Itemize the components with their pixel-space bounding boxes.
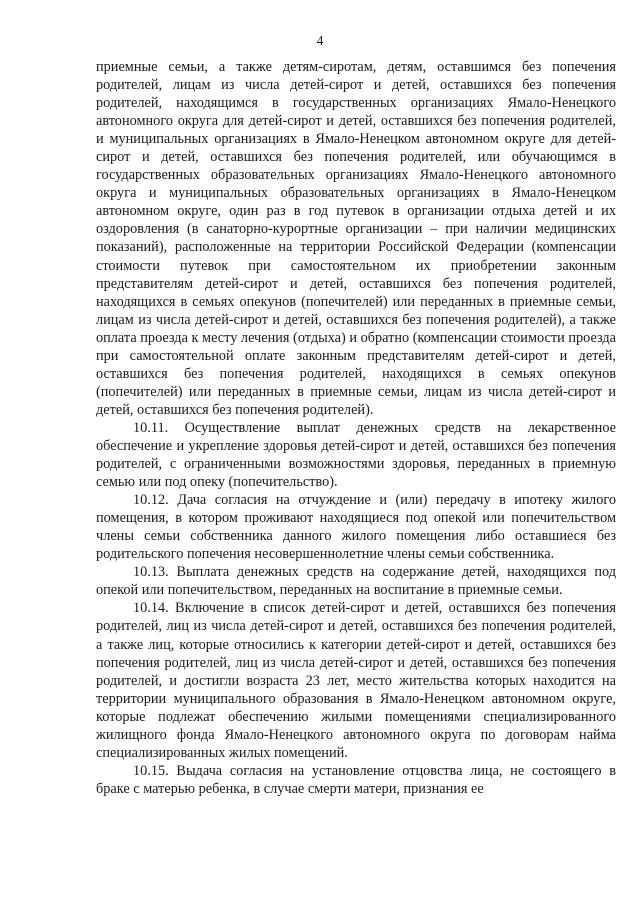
paragraph-10-15: 10.15. Выдача согласия на установление отцовства лица, не состоящего в браке с матерью ребенка, в случае смерти матери, признания ее bbox=[96, 762, 616, 797]
paragraph-10-11: 10.11. Осуществление выплат денежных средств на лекарственное обеспечение и укрепление здоровья детей-сирот и детей, оставшихся без попечения родителей, с ограниченными возможностями здоровья, переданных в приемную семью или под опеку (попечительство). bbox=[96, 419, 616, 491]
paragraph-10-13: 10.13. Выплата денежных средств на содержание детей, находящихся под опекой или попечительством, переданных на воспитание в приемные семьи. bbox=[96, 564, 616, 599]
paragraph-continuation: приемные семьи, а также детям-сиротам, детям, оставшимся без попечения родителей, лицам из числа детей-сирот и детей, оставшихся без попечения родителей, находящимся в государственных организациях Ямало-Ненецкого автономного округа для детей-сирот и детей, оставшихся без попечения родителей, и муниципальных организациях в Ямало-Ненецком автономном округе для детей-сирот и детей, оставшихся без попечения родителей, или обучающимся в государственных образовательных организациях Ямало-Ненецкого автономного округа и муниципальных образовательных организациях в Ямало-Ненецком автономном округе, один раз в год путевок в организации отдыха детей и их оздоровления (в санаторно-курортные организации – при наличии медицинских показаний), расположенные на территории Российской Федерации (компенсации стоимости путевок при самостоятельном их приобретении законным представителям детей-сирот и детей, оставшихся без попечения родителей, находящихся в семьях опекунов (попечителей) или переданных в приемные семьи, лицам из числа детей-сирот и детей, оставшихся без попечения родителей), а также оплата проезда к месту лечения (отдыха) и обратно (компенсации стоимости проезда при самостоятельной оплате законным представителям детей-сирот и детей, оставшихся без попечения родителей, находящихся в семьях опекунов (попечителей) или переданных в приемные семьи, лицам из числа детей-сирот и детей, оставшихся без попечения родителей). bbox=[96, 59, 616, 418]
page-number: 4 bbox=[316, 33, 324, 48]
paragraph-10-12: 10.12. Дача согласия на отчуждение и (или) передачу в ипотеку жилого помещения, в котором проживают находящиеся под опекой или попечительством члены семьи собственника данного жилого помещения либо оставшиеся без родительского попечения несовершеннолетние члены семьи собственника. bbox=[96, 492, 616, 563]
paragraph-10-14: 10.14. Включение в список детей-сирот и детей, оставшихся без попечения родителей, лиц из числа детей-сирот и детей, оставшихся без попечения родителей, а также лиц, которые относились к категории детей-сирот и детей, оставшихся без попечения родителей, лиц из числа детей-сирот и детей, оставшихся без попечения родителей, и достигли возраста 23 лет, место жительства которых находится на территории муниципального образования в Ямало-Ненецком автономном округе, которые подлежат обеспечению жилыми помещениями специализированного жилищного фонда Ямало-Ненецкого автономного округа по договорам найма специализированных жилых помещений. bbox=[96, 600, 616, 761]
document-body bbox=[96, 58, 616, 798]
